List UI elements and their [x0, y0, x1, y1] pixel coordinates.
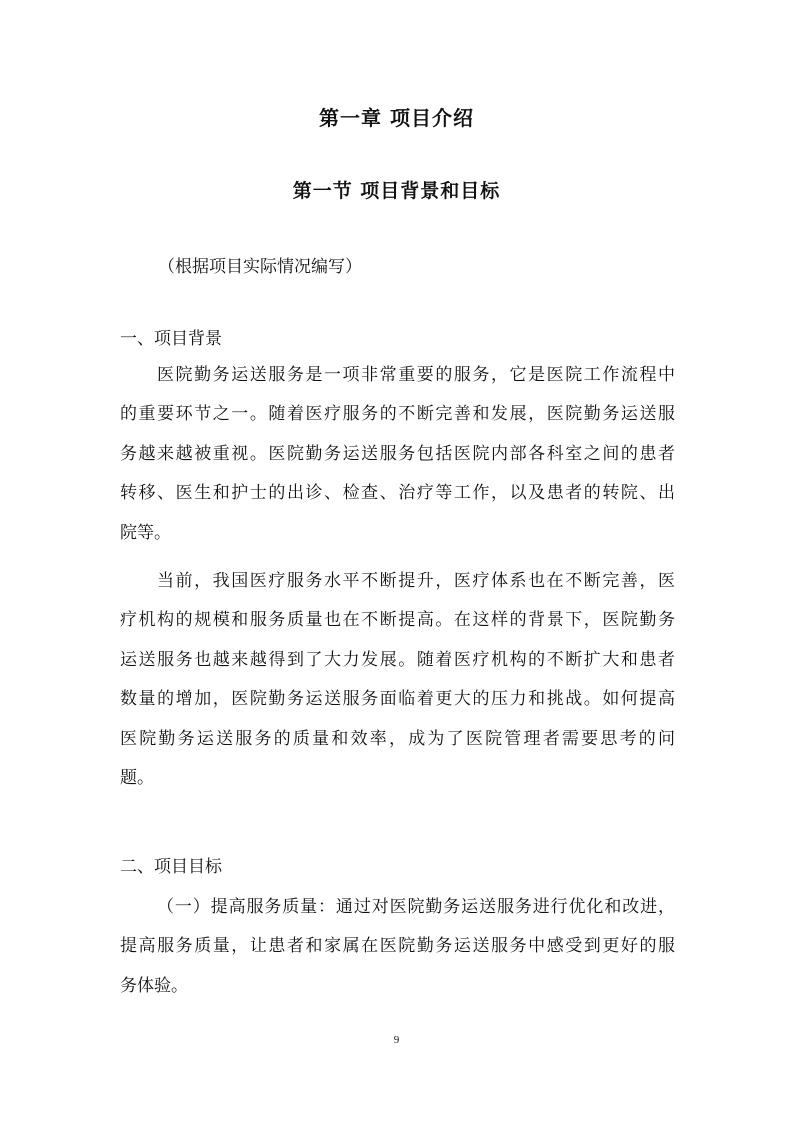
paragraph-line: 医院勤务运送服务是一项非常重要的服务，它是医院工作流程中 [157, 365, 675, 385]
paragraph-line: 数量的增加，医院勤务运送服务面临着更大的压力和挑战。如何提高 [120, 689, 675, 710]
chapter-title: 第一章 项目介绍 [319, 106, 474, 130]
paragraph-line: 的重要环节之一。随着医疗服务的不断完善和发展，医院勤务运送服 [120, 404, 675, 425]
background-paragraph-2 [120, 562, 675, 798]
paragraph-line: 题。 [120, 768, 154, 789]
paragraph-line: 务越来越被重视。医院勤务运送服务包括医院内部各科室之间的患者 [120, 443, 675, 464]
paragraph-line: 院等。 [120, 522, 171, 543]
paragraph-line: 提高服务质量，让患者和家属在医院勤务运送服务中感受到更好的服 [120, 936, 675, 957]
paragraph-line: （一）提高服务质量：通过对医院勤务运送服务进行优化和改进， [157, 897, 675, 917]
paragraph-line: 运送服务也越来越得到了大力发展。随着医疗机构的不断扩大和患者 [120, 649, 675, 670]
background-paragraph-1 [120, 356, 675, 553]
section-title: 第一节 项目背景和目标 [292, 180, 501, 202]
writing-note: （根据项目实际情况编写） [158, 257, 362, 277]
paragraph-line: 转移、医生和护士的出诊、检查、治疗等工作，以及患者的转院、出 [120, 483, 675, 504]
paragraph-line: 疗机构的规模和服务质量也在不断提高。在这样的背景下，医院勤务 [120, 610, 675, 631]
goals-paragraph-1 [120, 888, 675, 1006]
paragraph-line: 当前，我国医疗服务水平不断提升，医疗体系也在不断完善，医 [157, 571, 675, 591]
paragraph-line: 务体验。 [120, 975, 188, 996]
goals-heading: 二、项目目标 [120, 857, 222, 877]
background-heading: 一、项目背景 [120, 329, 222, 349]
paragraph-line: 医院勤务运送服务的质量和效率，成为了医院管理者需要思考的问 [120, 728, 675, 749]
page-number: 9 [393, 1034, 400, 1046]
